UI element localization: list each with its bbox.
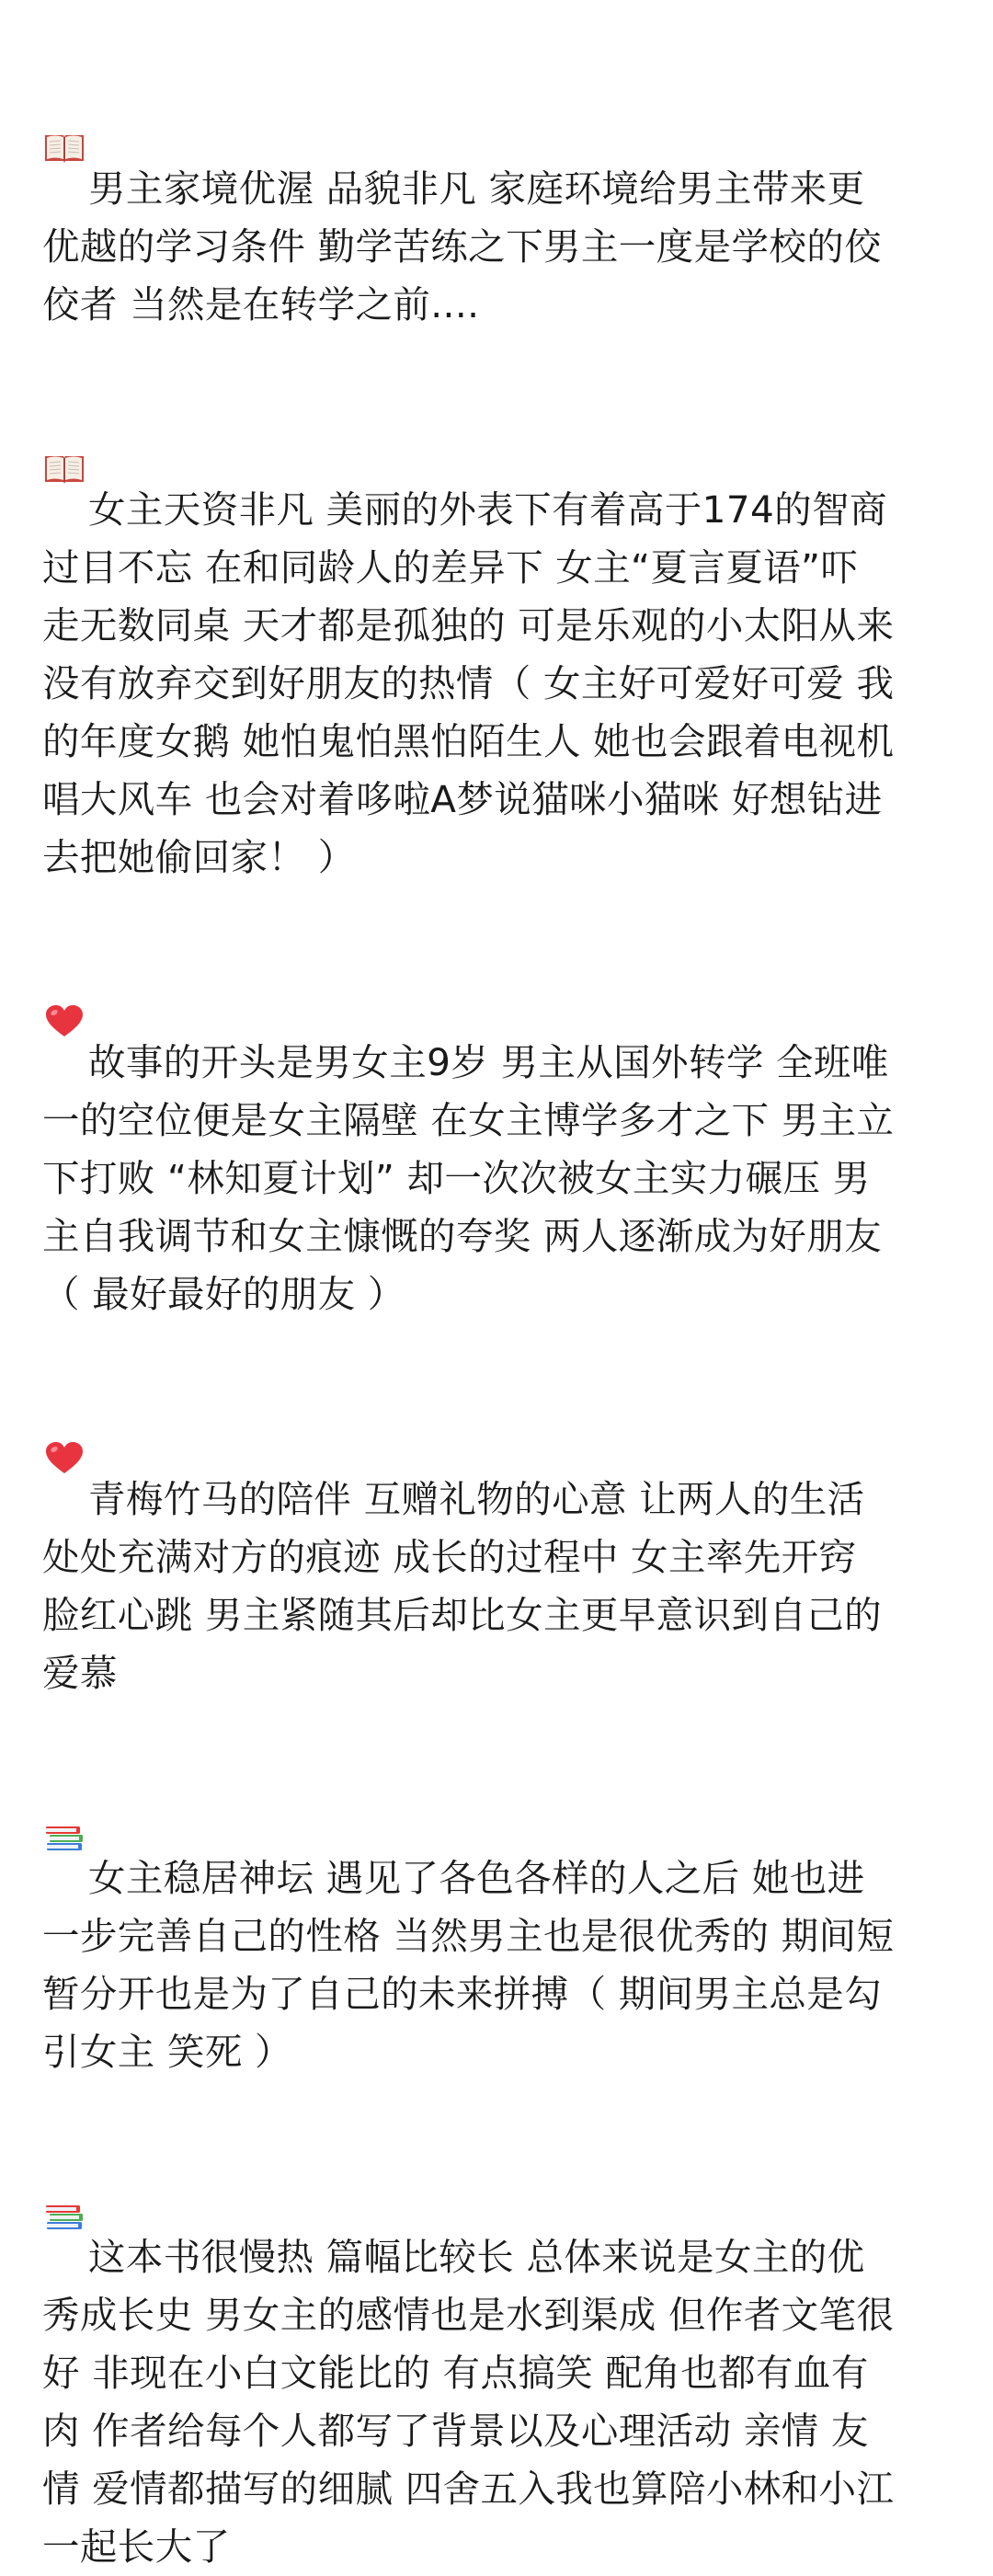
open-book-icon [42, 71, 86, 108]
red-heart-icon [42, 1381, 86, 1418]
stack-of-books-icon [42, 2139, 86, 2176]
paragraph-6 [42, 2081, 965, 2576]
red-heart-icon [42, 945, 86, 981]
paragraph-5 [42, 1702, 965, 2081]
paragraph-1 [42, 13, 965, 334]
paragraph-4-text: 青梅竹马的陪伴 互赠礼物的心意 让两人的生活 处处充满对方的痕迹 成长的过程中 女主率先开窍 脸红心跳 男主紧随其后却比女主更早意识到自己的 爱慕 [42, 1477, 883, 1695]
paragraph-2-text: 女主天资非凡 美丽的外表下有着高于174的智商 过目不忘 在和同龄人的差异下 女主“夏言夏语”吓 走无数同桌 天才都是孤独的 可是乐观的小太阳从来 没有放弃交到好朋友的热情（ 女主好可爱好可爱 我 的年度女鹅 她怕鬼怕黑怕陌生人 她也会跟着电视机 唱大风车 也会对着哆啦A梦说猫咪小猫咪 好想钻进 去把她偷回家！ ） [42, 487, 895, 879]
stack-of-books-icon [42, 1760, 86, 1797]
paragraph-5-text: 女主稳居神坛 遇见了各色各样的人之后 她也进 一步完善自己的性格 当然男主也是很优秀的 期间短 暂分开也是为了自己的未来拼搏（ 期间男主总是勾 引女主 笑死 ） [42, 1856, 895, 2074]
open-book-icon [42, 392, 86, 429]
paragraph-4 [42, 1323, 965, 1702]
paragraph-6-text: 这本书很慢热 篇幅比较长 总体来说是女主的优 秀成长史 男女主的感情也是水到渠成 但作者文笔很 好 非现在小白文能比的 有点搞笑 配角也都有血有 肉 作者给每个人都写了背景以及心理活动 亲情 友 情 爱情都描写的细腻 四舍五入我也算陪小林和小江 一起长大了 [42, 2235, 895, 2569]
paragraph-1-text: 男主家境优渥 品貌非凡 家庭环境给男主带来更 优越的学习条件 勤学苦练之下男主一度是学校的佼 佼者 当然是在转学之前.... [42, 166, 883, 326]
paragraph-3 [42, 887, 965, 1323]
paragraph-3-text: 故事的开头是男女主9岁 男主从国外转学 全班唯 一的空位便是女主隔壁 在女主博学多才之下 男主立 下打败 “林知夏计划” 却一次次被女主实力碾压 男 主自我调节和女主慷慨的夸奖 两人逐渐成为好朋友 （ 最好最好的朋友 ） [42, 1040, 895, 1316]
paragraph-2 [42, 334, 965, 887]
